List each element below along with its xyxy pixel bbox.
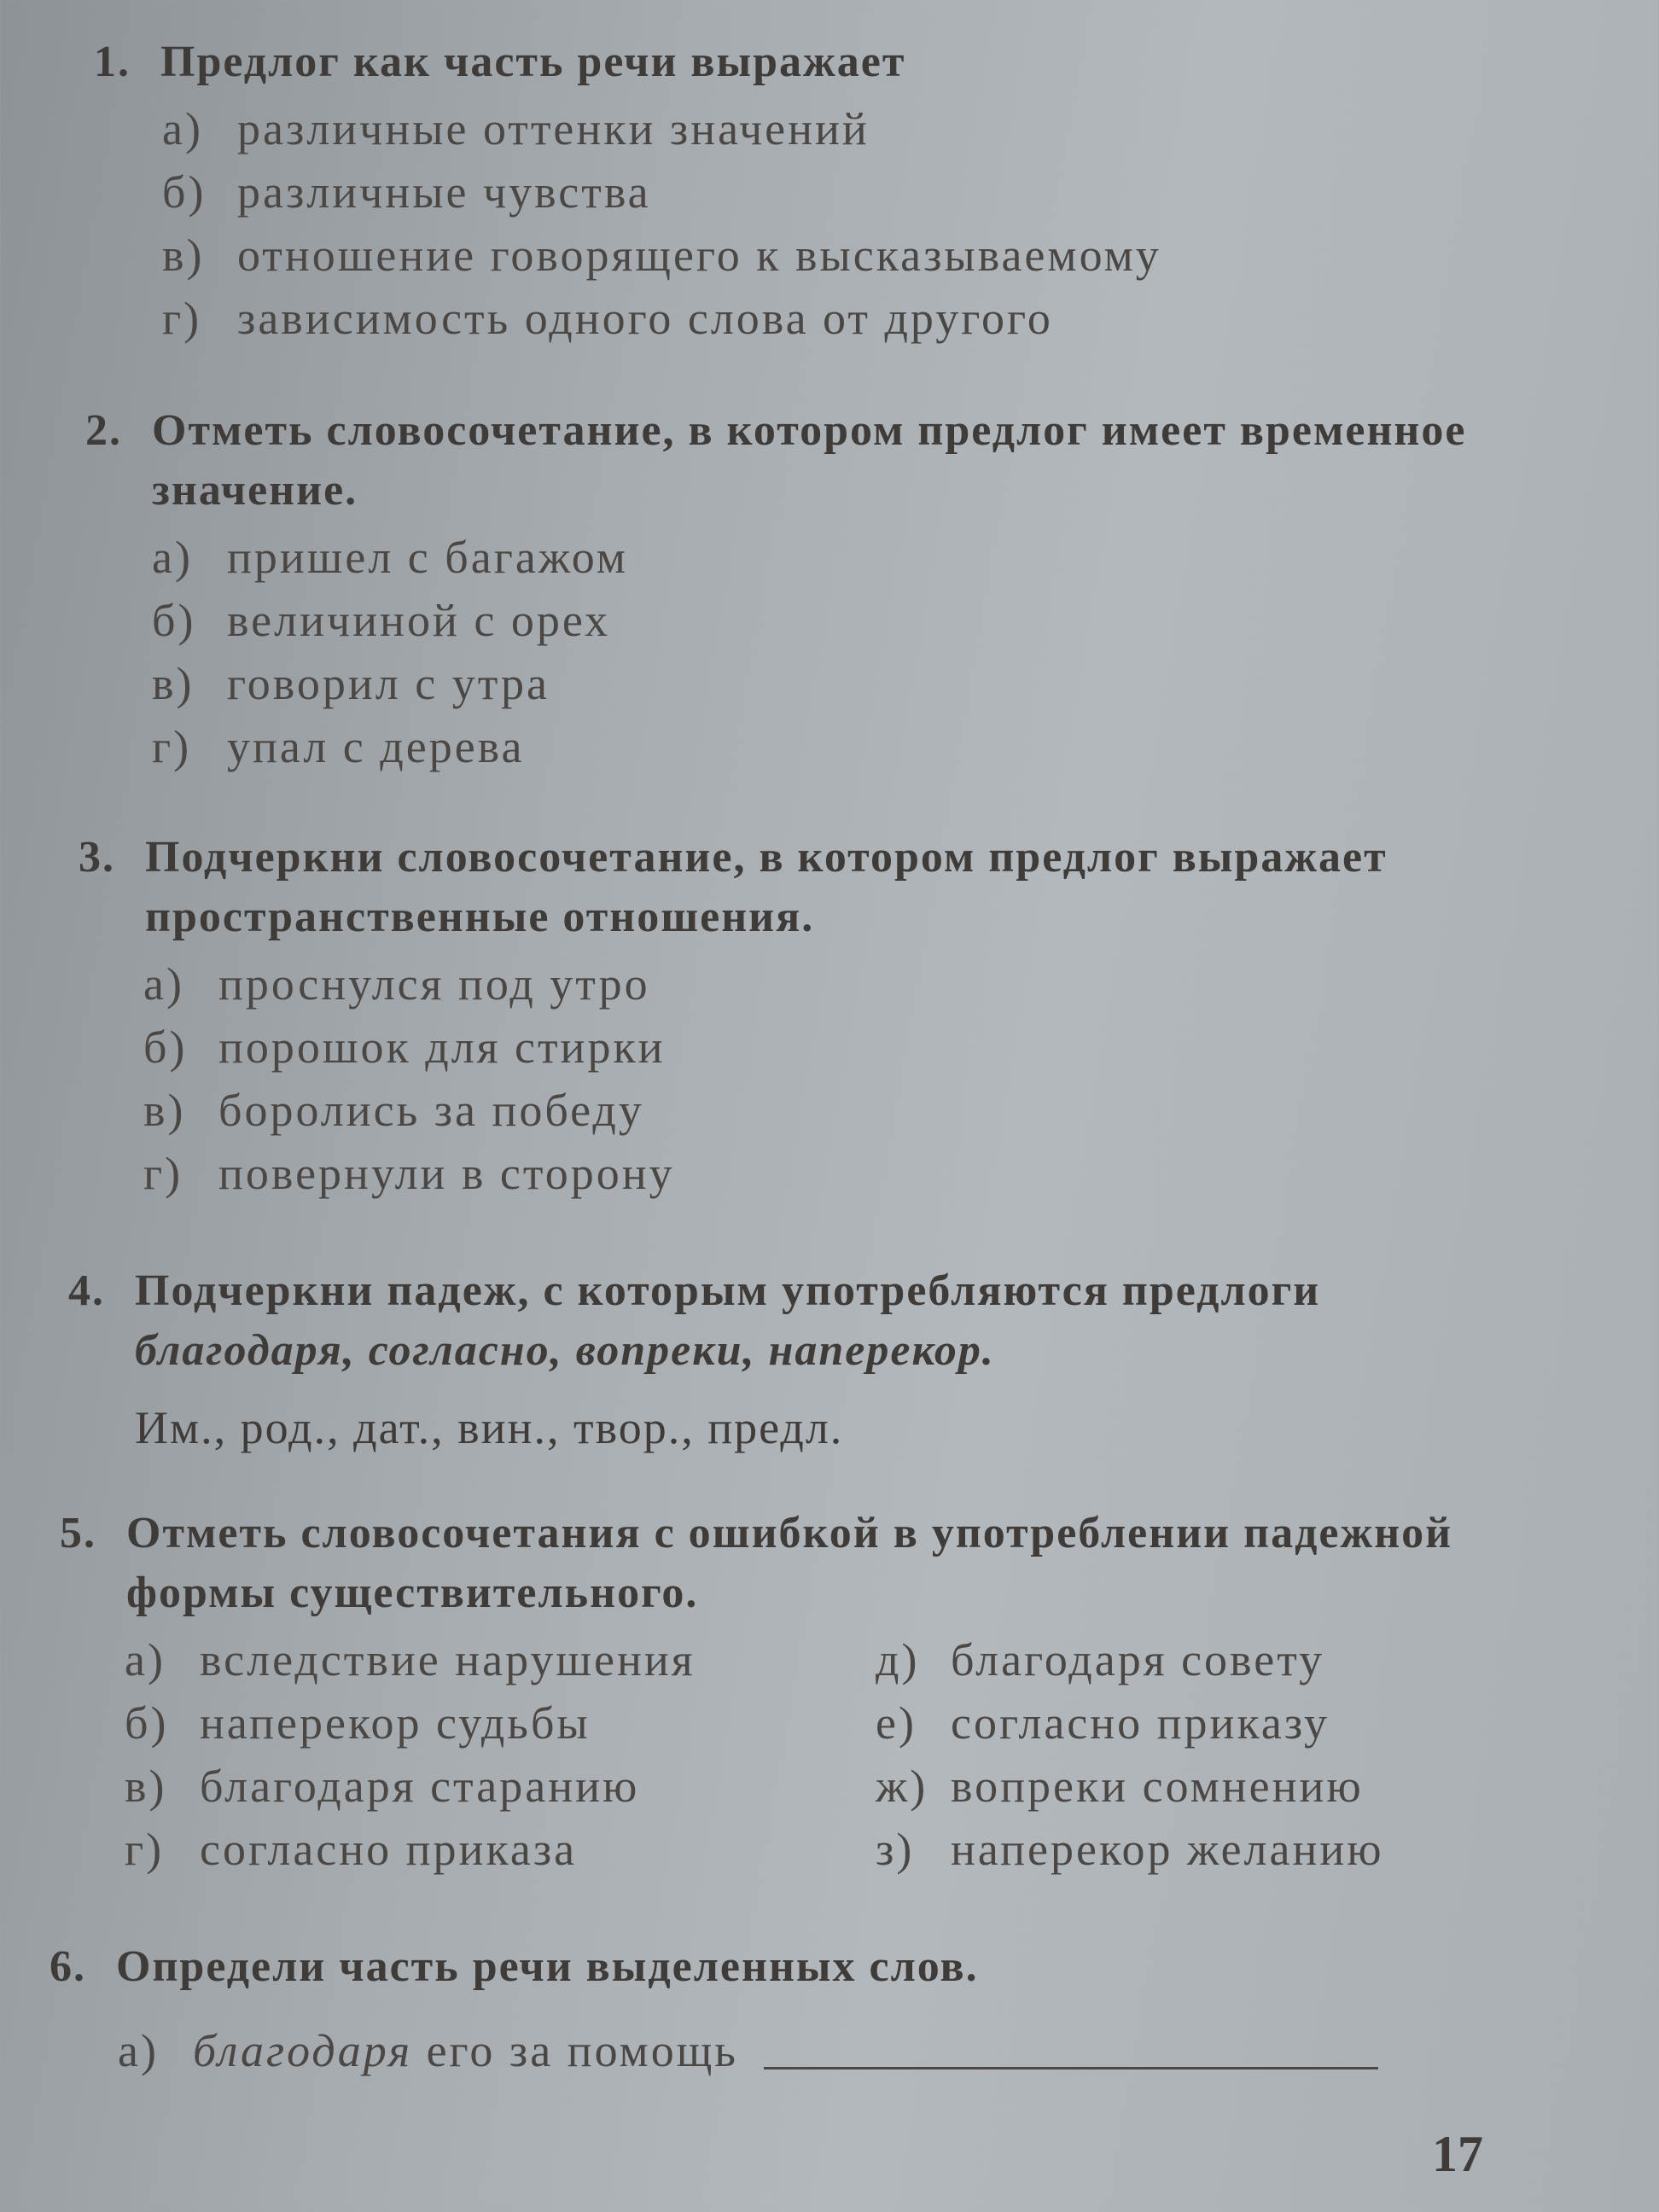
option-text: говорил с утра [227,658,550,709]
option-v[interactable] [125,1755,876,1818]
option-letter: б) [125,1697,169,1749]
option-text: согласно приказу [951,1697,1330,1749]
option-letter: з) [876,1824,915,1875]
options-left-column [125,1628,876,1881]
question-number: 4. [68,1266,105,1315]
question-5 [60,1504,1659,1881]
option-text: различные оттенки значений [237,103,870,154]
options-list [143,952,1659,1205]
option-b[interactable] [152,589,1659,652]
option-letter: г) [125,1824,165,1875]
option-text: повернули в сторону [218,1148,675,1199]
option-a[interactable] [143,952,1659,1016]
option-letter: в) [162,230,205,281]
question-header [49,1937,1659,1997]
option-text: проснулся под утро [218,958,650,1010]
option-letter: г) [162,293,202,344]
option-b[interactable] [125,1691,876,1755]
page-number: 17 [1432,2126,1483,2182]
option-zh[interactable] [876,1755,1627,1818]
option-text: отношение говорящего к высказываемому [237,230,1161,281]
option-text: величиной с орех [227,595,611,646]
option-letter: а) [125,1634,166,1685]
question-4 [68,1261,1659,1459]
option-letter: ж) [876,1761,928,1812]
option-letter: г) [152,721,192,772]
option-text: благодаря совету [951,1634,1325,1685]
option-letter: а) [152,532,193,583]
question-number: 2. [85,406,122,455]
option-text: вопреки сомнению [951,1761,1364,1812]
option-letter: а) [118,2025,159,2076]
question-number: 6. [49,1942,86,1991]
option-text: пришел с багажом [227,532,628,583]
option-letter: д) [876,1634,920,1685]
options-list [162,97,1659,350]
option-letter: в) [152,658,195,709]
options-right-column [876,1628,1627,1881]
question-number: 3. [79,833,115,882]
option-g[interactable] [125,1818,876,1881]
question-header [79,828,1659,947]
question-text: Подчеркни словосочетание, в котором предлог выражает пространственные отношения. [145,833,1388,941]
question-header [94,32,1659,92]
option-text: благодаря старанию [200,1761,640,1812]
options-list [118,2019,1659,2082]
option-a[interactable] [125,1628,876,1691]
option-b[interactable] [162,160,1659,224]
option-text: различные чувства [237,166,651,218]
option-text: зависимость одного слова от другого [237,293,1053,344]
question-number: 1. [94,38,131,86]
question-3 [79,828,1659,1205]
question-text: Отметь словосочетания с ошибкой в употреблении падежной формы существительного. [126,1509,1453,1617]
option-letter: а) [162,103,203,154]
option-letter: б) [162,166,207,218]
option-a [118,2019,1659,2082]
case-list[interactable]: Им., род., дат., вин., твор., предл. [135,1402,844,1453]
option-a[interactable] [152,526,1659,589]
option-v[interactable] [152,652,1659,715]
question-number: 5. [60,1509,96,1557]
option-letter: е) [876,1697,917,1749]
option-letter: в) [143,1085,186,1136]
question-text-main: Подчеркни падеж, с которым употребляются предлоги [135,1266,1321,1315]
option-letter: в) [125,1761,167,1812]
question-header [85,401,1659,521]
option-text: наперекор судьбы [200,1697,591,1749]
question-text-italic: благодаря, согласно, вопреки, наперекор. [135,1326,995,1375]
options-list [152,526,1659,778]
question-text: Отметь словосочетание, в котором предлог имеет временное значение. [152,406,1467,515]
option-letter: б) [152,595,196,646]
question-text: Предлог как часть речи выражает [160,38,906,86]
question-header [60,1504,1659,1623]
option-g[interactable] [162,287,1659,350]
option-text: согласно приказа [200,1824,578,1875]
option-letter: б) [143,1022,188,1073]
question-1 [94,32,1659,350]
option-letter: г) [143,1148,183,1199]
option-text: вследствие нарушения [200,1634,696,1685]
option-text: порошок для стирки [218,1022,666,1073]
option-text: боролись за победу [218,1085,644,1136]
option-v[interactable] [143,1079,1659,1142]
option-g[interactable] [143,1142,1659,1205]
option-text-rest: его за помощь [426,2025,738,2076]
option-g[interactable] [152,715,1659,778]
option-letter: а) [143,958,184,1010]
option-d[interactable] [876,1628,1627,1691]
question-header [68,1261,1659,1381]
option-text: наперекор желанию [951,1824,1384,1875]
question-text [135,1261,1586,1381]
option-e[interactable] [876,1691,1627,1755]
question-2 [85,401,1659,778]
option-text: упал с дерева [227,721,525,772]
option-v[interactable] [162,224,1659,287]
answer-line[interactable] [764,2019,1378,2069]
option-a[interactable] [162,97,1659,160]
option-z[interactable] [876,1818,1627,1881]
option-b[interactable] [143,1016,1659,1079]
question-6 [49,1937,1659,2082]
highlighted-word: благодаря [193,2025,413,2076]
question-text: Определи часть речи выделенных слов. [116,1942,979,1991]
option-text [193,2019,738,2082]
options-grid [125,1628,1659,1881]
